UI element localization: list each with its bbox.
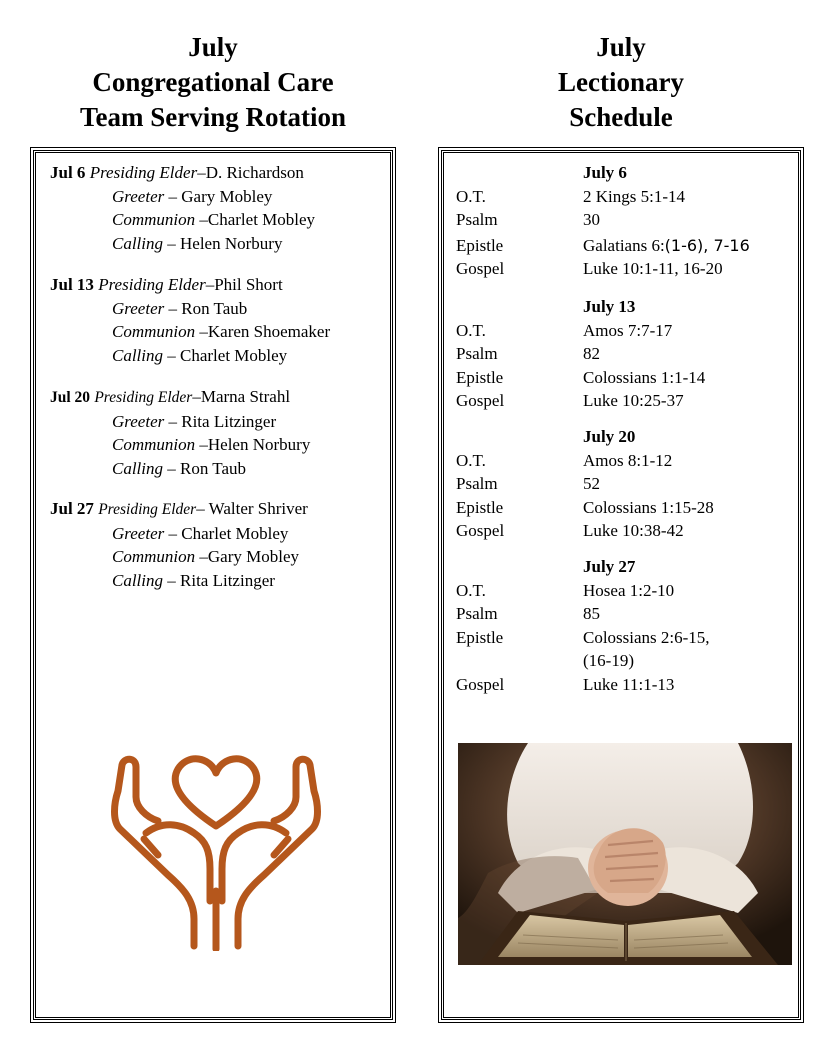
elder-name: Marna Strahl <box>200 387 291 406</box>
rotation-title <box>30 30 396 135</box>
communion-label: Communion <box>112 210 196 229</box>
greeter-label: Greeter <box>112 186 165 206</box>
reading-epistle <box>456 496 796 520</box>
communion-label: Communion <box>112 322 196 341</box>
reading-value: Hosea 1:2-10 <box>583 580 675 600</box>
rotation-title-month: July <box>188 32 238 62</box>
rotation-elder-line <box>50 385 310 410</box>
elder-label: Presiding Elder <box>98 275 206 294</box>
communion-line <box>50 433 310 457</box>
rotation-block-jul-13 <box>50 273 330 367</box>
praying-hands-on-bible-photo <box>458 743 792 965</box>
lectionary-week-july-20 <box>456 425 796 543</box>
calling-name: Charlet Mobley <box>180 345 288 365</box>
lectionary-title-month: July <box>596 32 646 62</box>
reading-epistle <box>456 234 796 258</box>
reading-gospel <box>456 389 796 413</box>
reading-label: Gospel <box>456 391 505 410</box>
separator: – <box>195 210 208 229</box>
reading-value: Amos 8:1-12 <box>583 450 673 470</box>
reading-ot <box>456 319 796 343</box>
reading-gospel <box>456 257 796 281</box>
separator: – <box>195 322 208 341</box>
separator: – <box>205 275 215 294</box>
rotation-elder-line <box>50 497 308 522</box>
reading-value: Colossians 2:6-15, <box>583 627 710 647</box>
reading-ot <box>456 579 796 603</box>
calling-label: Calling <box>112 345 164 365</box>
greeter-label: Greeter <box>112 523 165 543</box>
greeter-label: Greeter <box>112 411 165 431</box>
lectionary-week-july-6 <box>456 161 796 281</box>
reading-psalm <box>456 208 796 232</box>
lectionary-title <box>438 30 804 135</box>
reading-value: 52 <box>583 474 600 493</box>
rotation-date: Jul 6 <box>50 163 86 182</box>
communion-line <box>50 545 308 569</box>
communion-name: Karen Shoemaker <box>207 322 331 341</box>
reading-value: Luke 10:38-42 <box>583 521 684 540</box>
rotation-panel <box>30 147 396 1023</box>
reading-label: O.T. <box>456 320 486 340</box>
reading-label: Gospel <box>456 674 505 694</box>
week-date: July 20 <box>583 427 636 446</box>
reading-epistle <box>456 366 796 390</box>
rotation-title-line2: Congregational Care <box>92 67 334 97</box>
reading-value-wrap <box>583 234 796 258</box>
reading-label: Psalm <box>456 604 498 623</box>
separator: – <box>192 387 201 406</box>
greeter-name: Rita Litzinger <box>181 411 277 431</box>
reading-value: Luke 11:1-13 <box>583 674 675 694</box>
calling-label: Calling <box>112 233 164 253</box>
reading-label: Epistle <box>456 367 504 387</box>
separator: – <box>195 547 208 566</box>
rotation-block-jul-20 <box>50 385 310 480</box>
elder-label: Presiding Elder <box>94 389 193 406</box>
elder-name: Walter Shriver <box>208 499 308 518</box>
rotation-block-jul-6 <box>50 161 315 255</box>
separator: – <box>164 523 182 543</box>
reading-label: Epistle <box>456 235 504 255</box>
separator: – <box>163 458 181 478</box>
calling-label: Calling <box>112 458 164 478</box>
reading-value-extra: (1-6), 7-16 <box>664 235 750 255</box>
greeter-line <box>50 297 330 321</box>
lectionary-title-line2: Lectionary <box>558 67 684 97</box>
communion-label: Communion <box>112 435 196 454</box>
communion-line <box>50 320 330 344</box>
calling-label: Calling <box>112 570 164 590</box>
separator: – <box>195 435 208 454</box>
reading-ot <box>456 449 796 473</box>
reading-psalm <box>456 602 796 626</box>
separator: – <box>163 233 181 253</box>
reading-label: Psalm <box>456 474 498 493</box>
rotation-date: Jul 13 <box>50 275 94 294</box>
rotation-elder-line <box>50 273 330 297</box>
greeter-name: Charlet Mobley <box>181 523 289 543</box>
communion-name: Gary Mobley <box>207 547 299 566</box>
reading-ot <box>456 185 796 209</box>
reading-value: Colossians 1:1-14 <box>583 367 706 387</box>
calling-name: Helen Norbury <box>180 233 283 253</box>
elder-name: Phil Short <box>214 275 283 294</box>
reading-value-wrap <box>583 626 796 673</box>
reading-value: Amos 7:7-17 <box>583 320 673 340</box>
reading-value: Colossians 1:15-28 <box>583 497 714 517</box>
communion-line <box>50 208 315 232</box>
calling-name: Ron Taub <box>180 458 247 478</box>
reading-value: Luke 10:25-37 <box>583 391 684 410</box>
rotation-block-jul-27 <box>50 497 308 592</box>
reading-value: 30 <box>583 210 600 229</box>
calling-line <box>50 569 308 593</box>
separator: – <box>197 163 206 182</box>
separator: – <box>164 298 182 318</box>
separator: – <box>163 345 181 365</box>
rotation-date: Jul 27 <box>50 499 94 518</box>
greeter-name: Gary Mobley <box>181 186 273 206</box>
reading-label: Gospel <box>456 259 505 278</box>
communion-label: Communion <box>112 547 196 566</box>
calling-line <box>50 457 310 481</box>
reading-value: Galatians 6: <box>583 235 665 255</box>
reading-value: 85 <box>583 604 600 623</box>
rotation-elder-line <box>50 161 315 185</box>
greeter-line <box>50 522 308 546</box>
reading-label: Gospel <box>456 521 505 540</box>
greeter-label: Greeter <box>112 298 165 318</box>
reading-label: O.T. <box>456 186 486 206</box>
communion-name: Charlet Mobley <box>207 210 316 229</box>
heart-in-hands-icon <box>106 751 326 951</box>
separator: – <box>164 411 182 431</box>
reading-label: Psalm <box>456 210 498 229</box>
reading-value: 82 <box>583 344 600 363</box>
week-date: July 27 <box>583 557 636 576</box>
calling-line <box>50 232 315 256</box>
reading-epistle <box>456 626 796 673</box>
lectionary-panel <box>438 147 804 1023</box>
lectionary-title-line3: Schedule <box>569 102 673 132</box>
separator: – <box>196 499 209 518</box>
reading-value: 2 Kings 5:1-14 <box>583 186 685 206</box>
reading-label: Psalm <box>456 344 498 363</box>
calling-line <box>50 344 330 368</box>
calling-name: Rita Litzinger <box>180 570 275 590</box>
reading-label: O.T. <box>456 450 486 470</box>
greeter-line <box>50 410 310 434</box>
reading-label: O.T. <box>456 580 486 600</box>
week-date: July 13 <box>583 297 636 316</box>
reading-label: Epistle <box>456 627 504 647</box>
greeter-name: Ron Taub <box>181 298 248 318</box>
elder-name: D. Richardson <box>205 163 304 182</box>
rotation-date: Jul 20 <box>50 389 91 406</box>
separator: – <box>163 570 181 590</box>
reading-psalm <box>456 472 796 496</box>
rotation-title-line3: Team Serving Rotation <box>79 102 346 132</box>
greeter-line <box>50 185 315 209</box>
lectionary-week-july-13 <box>456 295 796 413</box>
separator: – <box>164 186 182 206</box>
elder-label: Presiding Elder <box>98 501 197 518</box>
elder-label: Presiding Elder <box>89 163 198 182</box>
reading-psalm <box>456 342 796 366</box>
reading-gospel <box>456 673 796 697</box>
week-date: July 6 <box>583 163 627 182</box>
lectionary-week-july-27 <box>456 555 796 696</box>
reading-label: Epistle <box>456 497 504 517</box>
reading-value-extra: (16-19) <box>583 651 634 670</box>
communion-name: Helen Norbury <box>207 435 311 454</box>
reading-value: Luke 10:1-11, 16-20 <box>583 259 723 278</box>
reading-gospel <box>456 519 796 543</box>
